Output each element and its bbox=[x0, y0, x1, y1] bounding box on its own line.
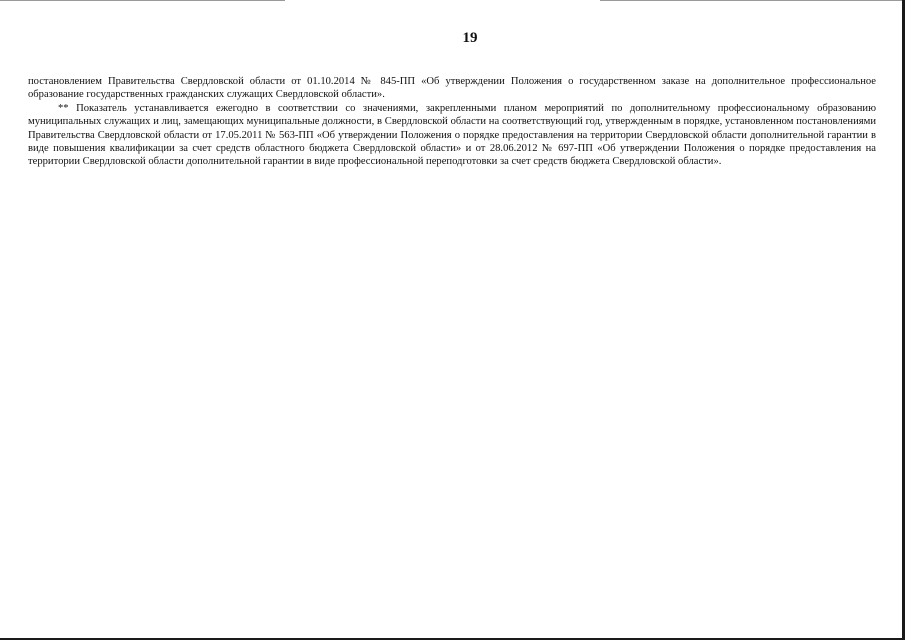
scan-edge-top-left bbox=[0, 0, 285, 1]
paragraph-continuation: постановлением Правительства Свердловской области от 01.10.2014 № 845-ПП «Об утверждении Положения о государственном заказе на дополнительное профессиональное образование государственных гражданских служащих Свердловской области». bbox=[28, 76, 876, 101]
footnote-paragraph: ** Показатель устанавливается ежегодно в соответствии со значениями, закрепленными планом мероприятий по дополнительному профессиональному образованию муниципальных служащих и лиц, замещающих муниципальные должности, в Свердловской области на соответствующий год, утвержденным в порядке, установленном постановлениями Правительства Свердловской области от 17.05.2011 № 563-ПП «Об утверждении Положения о порядке предоставления на территории Свердловской области дополнительной гарантии в виде повышения квалификации за счет средств областного бюджета Свердловской области» и от 28.06.2012 № 697-ПП «Об утверждении Положения о порядке предоставления на территории Свердловской области дополнительной гарантии в виде профессиональной переподготовки за счет средств бюджета Свердловской области». bbox=[28, 102, 876, 168]
scan-edge-top-right bbox=[600, 0, 905, 1]
body-text bbox=[28, 75, 876, 169]
page-number: 19 bbox=[462, 30, 478, 46]
